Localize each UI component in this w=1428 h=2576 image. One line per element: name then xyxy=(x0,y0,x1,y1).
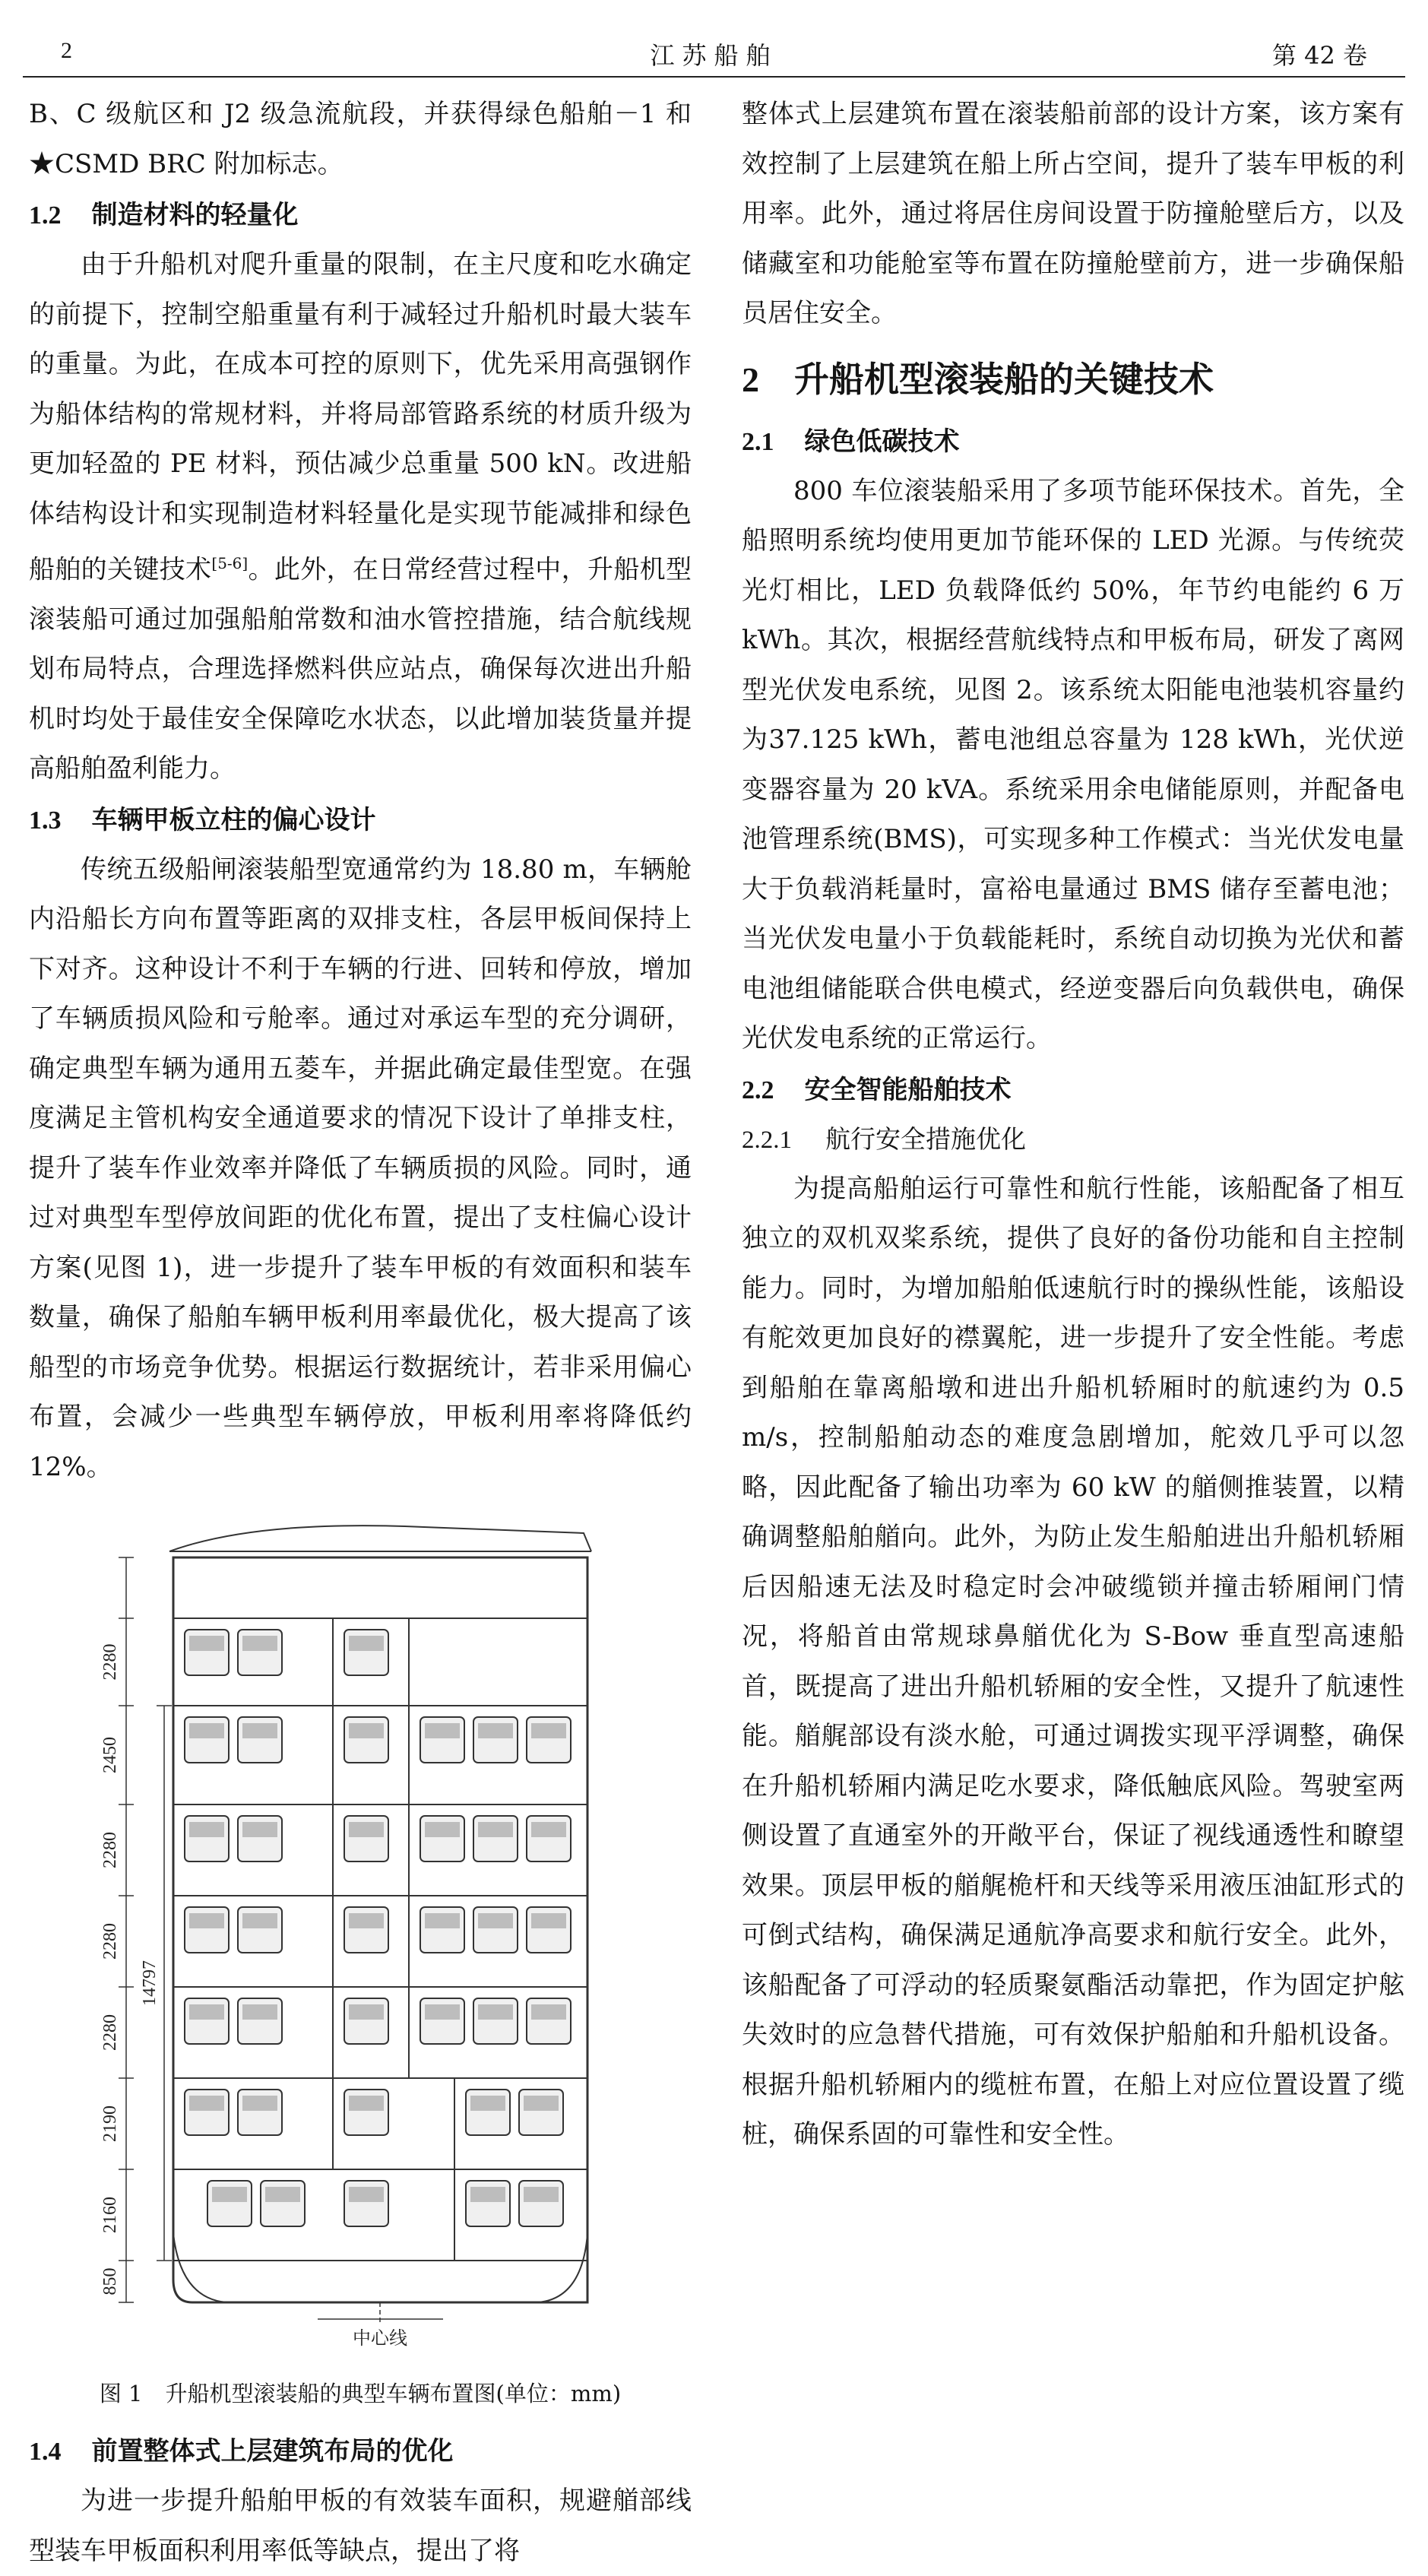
vehicle-window xyxy=(242,1913,277,1928)
page-number: 2 xyxy=(61,38,72,63)
vehicle-window xyxy=(242,1723,277,1738)
vehicle-window xyxy=(189,1822,224,1837)
paragraph: 为进一步提升船舶甲板的有效装车面积，规避艏部线型装车甲板面积利用率低等缺点，提出了将 xyxy=(29,2486,692,2566)
vehicle-window xyxy=(470,2096,505,2111)
vehicle-window xyxy=(531,2004,566,2020)
paragraph: 800 车位滚装船采用了多项节能环保技术。首先，全船照明系统均使用更加节能环保的 LED 光源。与传统荧光灯相比，LED 负载降低约 50%，年节约电能约 6 万 kWh。其次，根据经营航线特点和甲板布局，研发了离网型光伏发电系统，见图 2。该系统太阳能电池装机容量约为37.125 kWh，蓄电池组总容量为 128 kWh，光伏逆变器容量为 20 kVA。系统采用余电储能原则，并配备电池管理系统(BMS)，可实现多种工作模式：当光伏发电量大于负载消耗量时，富裕电量通过 BMS 储存至蓄电池；当光伏发电量小于负载能耗时，系统自动切换为光伏和蓄电池组储能联合供电模式，经逆变器后向负载供电，确保光伏发电系统的正常运行。 xyxy=(742,475,1404,1054)
vehicle-window xyxy=(425,1822,460,1837)
vehicle-window xyxy=(478,1913,513,1928)
header-rule xyxy=(23,76,1405,78)
vehicle-window xyxy=(425,1723,460,1738)
section-heading-1-4: 1.4 前置整体式上层建筑布局的优化 xyxy=(29,2436,454,2467)
section-heading-2-1: 2.1 绿色低碳技术 xyxy=(742,426,960,457)
vehicle-window xyxy=(349,1913,384,1928)
centerline-label: 中心线 xyxy=(353,2327,407,2349)
vehicle-window xyxy=(189,2004,224,2020)
dimension-label: 2280 xyxy=(100,1643,120,1681)
vehicle-window xyxy=(531,1723,566,1738)
paragraph: 由于升船机对爬升重量的限制，在主尺度和吃水确定的前提下，控制空船重量有利于减轻过升船机时最大装车的重量。为此，在成本可控的原则下，优先采用高强钢作为船体结构的常规材料，并将局部管路系统的材质升级为更加轻盈的 PE 材料，预估减少总重量 500 kN。改进船体结构设计和实现制造材料轻量化是实现节能减排和绿色船舶的关键技术[5-6]。此外，在日常经营过程中，升船机型滚装船可通过加强船舶常数和油水管控措施，结合航线规划布局特点，合理选择燃料供应站点，确保每次进出升船机时均处于最佳安全保障吃水状态，以此增加装货量并提高船舶盈利能力。 xyxy=(29,249,692,784)
left-column xyxy=(29,90,692,2576)
dimension-label: 2190 xyxy=(100,2105,120,2143)
citation-ref: [5-6] xyxy=(211,554,249,572)
bilge-curve xyxy=(173,2234,226,2302)
section-heading-2-2-1: 2.2.1 航行安全措施优化 xyxy=(742,1123,1026,1154)
vehicle-window xyxy=(242,1636,277,1651)
vehicle-layout-drawing xyxy=(29,1504,692,2377)
right-column xyxy=(742,90,1404,2160)
vehicle-window xyxy=(242,2096,277,2111)
superstructure-top xyxy=(169,1526,591,1551)
dimension-label: 2280 xyxy=(100,1923,120,1960)
vehicle-window xyxy=(349,1723,384,1738)
dimension-label: 850 xyxy=(100,2267,120,2296)
vehicle-window xyxy=(265,2187,300,2202)
vehicle-window xyxy=(349,1822,384,1837)
dimension-label: 2280 xyxy=(100,2014,120,2052)
paragraph: 为提高船舶运行可靠性和航行性能，该船配备了相互独立的双机双桨系统，提供了良好的备份功能和自主控制能力。同时，为增加船舶低速航行时的操纵性能，该船设有舵效更加良好的襟翼舵，进一步提升了安全性能。考虑到船舶在靠离船墩和进出升船机轿厢时的航速约为 0.5 m/s，控制船舶动态的难度急剧增加，舵效几乎可以忽略，因此配备了输出功率为 60 kW 的艏侧推装置，以精确调整船舶艏向。此外，为防止发生船舶进出升船机轿厢后因船速无法及时稳定时会冲破缆锁并撞击轿厢闸门情况，将船首由常规球鼻艏优化为 S-Bow 垂直型高速船首，既提高了进出升船机轿厢的安全性，又提升了航速性能。艏艉部设有淡水舱，可通过调拨实现平浮调整，确保在升船机轿厢内满足吃水要求，降低触底风险。驾驶室两侧设置了直通室外的开敞平台，保证了视线通透性和瞭望效果。顶层甲板的艏艉桅杆和天线等采用液压油缸形式的可倒式结构，确保满足通航净高要求和航行安全。此外，该船配备了可浮动的轻质聚氨酯活动靠把，作为固定护舷失效时的应急替代措施，可有效保护船舶和升船机设备。根据升船机轿厢内的缆桩布置，在船上对应位置设置了缆桩，确保系固的可靠性和安全性。 xyxy=(742,1173,1404,2150)
vehicle-window xyxy=(478,2004,513,2020)
paragraph: 整体式上层建筑布置在滚装船前部的设计方案，该方案有效控制了上层建筑在船上所占空间，提升了装车甲板的利用率。此外，通过将居住房间设置于防撞舱壁后方，以及储藏室和功能舱室等布置在防撞舱壁前方，进一步确保船员居住安全。 xyxy=(742,99,1404,328)
figure-caption: 图 1 升船机型滚装船的典型车辆布置图(单位：mm) xyxy=(99,2381,622,2407)
dimension-label: 2450 xyxy=(100,1737,120,1774)
vehicle-window xyxy=(349,2004,384,2020)
vehicle-window xyxy=(242,1822,277,1837)
vehicle-window xyxy=(478,1723,513,1738)
vehicle-window xyxy=(470,2187,505,2202)
dimension-label: 2160 xyxy=(100,2197,120,2234)
vehicle-window xyxy=(478,1822,513,1837)
vehicle-window xyxy=(349,2096,384,2111)
bilge-curve xyxy=(538,2234,587,2302)
vehicle-window xyxy=(349,2187,384,2202)
vehicle-window xyxy=(212,2187,247,2202)
vehicle-window xyxy=(531,1822,566,1837)
vehicle-window xyxy=(524,2096,559,2111)
paragraph: B、C 级航区和 J2 级急流航段，并获得绿色船舶－1 和★CSMD BRC 附加标志。 xyxy=(29,99,692,179)
paragraph: 传统五级船闸滚装船型宽通常约为 18.80 m，车辆舱内沿船长方向布置等距离的双排支柱，各层甲板间保持上下对齐。这种设计不利于车辆的行进、回转和停放，增加了车辆质损风险和亏舱率。通过对承运车型的充分调研，确定典型车辆为通用五菱车，并据此确定最佳型宽。在强度满足主管机构安全通道要求的情况下设计了单排支柱，提升了装车作业效率并降低了车辆质损的风险。同时，通过对典型车型停放间距的优化布置，提出了支柱偏心设计方案(见图 1)，进一步提升了装车甲板的有效面积和装车数量，确保了船舶车辆甲板利用率最优化，极大提高了该船型的市场竞争优势。根据运行数据统计，若非采用偏心布置，会减少一些典型车辆停放，甲板利用率将降低约 12%。 xyxy=(29,854,692,1482)
vehicle-window xyxy=(189,1636,224,1651)
section-heading-1-2: 1.2 制造材料的轻量化 xyxy=(29,200,299,230)
total-height-label: 14797 xyxy=(140,1960,160,2007)
vehicle-window xyxy=(189,1913,224,1928)
vehicle-window xyxy=(189,1723,224,1738)
dimension-label: 2280 xyxy=(100,1832,120,1869)
section-heading-2: 2 升船机型滚装船的关键技术 xyxy=(742,358,1214,400)
running-header xyxy=(23,24,1405,78)
vehicle-window xyxy=(531,1913,566,1928)
volume-label: 第 42 卷 xyxy=(1271,41,1367,70)
vehicle-window xyxy=(425,2004,460,2020)
vehicle-window xyxy=(425,1913,460,1928)
journal-title: 江苏船舶 xyxy=(650,41,778,70)
vehicle-window xyxy=(349,1636,384,1651)
figure-1 xyxy=(29,1504,692,2425)
section-heading-2-2: 2.2 安全智能船舶技术 xyxy=(742,1074,1012,1105)
vehicle-window xyxy=(242,2004,277,2020)
section-heading-1-3: 1.3 车辆甲板立柱的偏心设计 xyxy=(29,804,376,835)
vehicle-window xyxy=(524,2187,559,2202)
vehicle-window xyxy=(189,2096,224,2111)
